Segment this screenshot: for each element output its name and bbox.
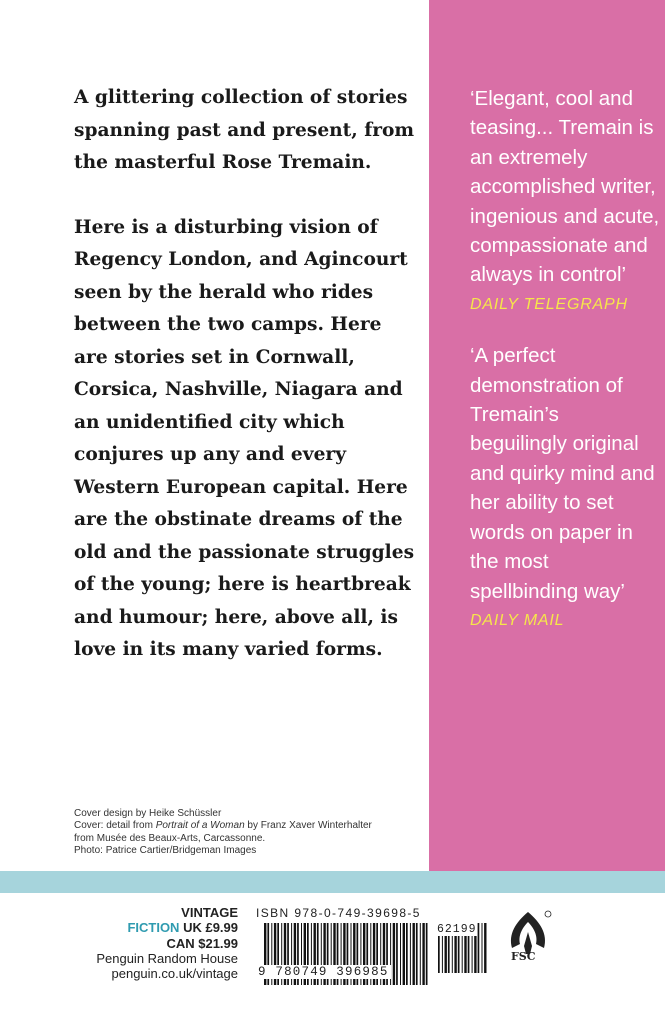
credit-design: Cover design by Heike Schüssler bbox=[74, 808, 222, 819]
barcode-bar bbox=[403, 923, 405, 985]
quote-telegraph bbox=[470, 84, 660, 319]
credit-photo: Photo: Patrice Cartier/Bridgeman Images bbox=[74, 845, 257, 857]
barcode-bar bbox=[482, 923, 483, 973]
imprint: VINTAGE bbox=[181, 905, 238, 920]
barcode-bar bbox=[413, 923, 415, 985]
barcode-bar bbox=[484, 923, 486, 973]
fsc-label: FSC bbox=[511, 950, 536, 963]
barcode-bar bbox=[426, 923, 428, 985]
barcode-bar bbox=[478, 923, 480, 973]
barcode-bar bbox=[410, 923, 411, 985]
credit-cover-suffix: by Franz Xaver Winterhalter bbox=[244, 820, 372, 832]
barcode-bar bbox=[393, 923, 395, 985]
barcode-bar bbox=[422, 923, 424, 985]
blurb-paragraph-2: Here is a disturbing vision of Regency London, and Agincourt seen by the herald who rides between the two camps. Here are stories set in Cornwall, Corsica, Nashville, Niagara and an unidentified city which conjures up any and every Western European capital. Here are the obstinate dreams of the old and the passionate struggles of the young; here is heartbreak and humour; here, above all, is love in its many varied forms. bbox=[74, 216, 415, 660]
price-uk: UK £9.99 bbox=[183, 920, 238, 936]
credit-cover bbox=[74, 820, 424, 832]
price-can: CAN $21.99 bbox=[166, 935, 238, 951]
price-uk-line bbox=[96, 920, 238, 935]
category-label: FICTION bbox=[127, 920, 180, 936]
barcode-bar bbox=[400, 923, 401, 985]
barcode-bar bbox=[406, 923, 408, 985]
quote-mail bbox=[470, 341, 660, 635]
publisher-info bbox=[96, 905, 238, 981]
credit-cover-prefix: Cover: detail from bbox=[74, 820, 156, 832]
review-quotes bbox=[470, 84, 660, 635]
barcode-bar bbox=[416, 923, 418, 985]
bottom-strip bbox=[0, 893, 665, 1020]
barcode-bar bbox=[420, 923, 421, 985]
barcode-bar bbox=[396, 923, 398, 985]
cover-credits bbox=[74, 808, 424, 858]
blurb-paragraph-1: A glittering collection of stories spanning past and present, from the masterful Rose Tremain. bbox=[74, 87, 415, 173]
credit-painting-title: Portrait of a Woman bbox=[155, 820, 245, 832]
quote-source: DAILY TELEGRAPH bbox=[470, 295, 628, 313]
quote-text: ‘Elegant, cool and teasing... Tremain is an extremely accomplished writer, ingenious and acute, compassionate and always in control’ bbox=[470, 87, 660, 287]
quote-source: DAILY MAIL bbox=[470, 611, 565, 629]
divider-band bbox=[0, 871, 665, 893]
addon-digits: 62199 bbox=[437, 923, 477, 936]
blurb-text bbox=[74, 82, 419, 667]
credit-museum: from Musée des Beaux-Arts, Carcassonne. bbox=[74, 832, 266, 844]
publisher-house: Penguin Random House bbox=[96, 950, 238, 966]
quote-text: ‘A perfect demonstration of Tremain’s beguilingly original and quirky mind and her ability to set words on paper in the most spellbinding way’ bbox=[470, 344, 655, 603]
isbn-text: ISBN 978-0-749-39698-5 bbox=[256, 906, 421, 920]
barcode-digits: 9 780749 396985 bbox=[258, 965, 389, 979]
publisher-website: penguin.co.uk/vintage bbox=[111, 966, 238, 982]
